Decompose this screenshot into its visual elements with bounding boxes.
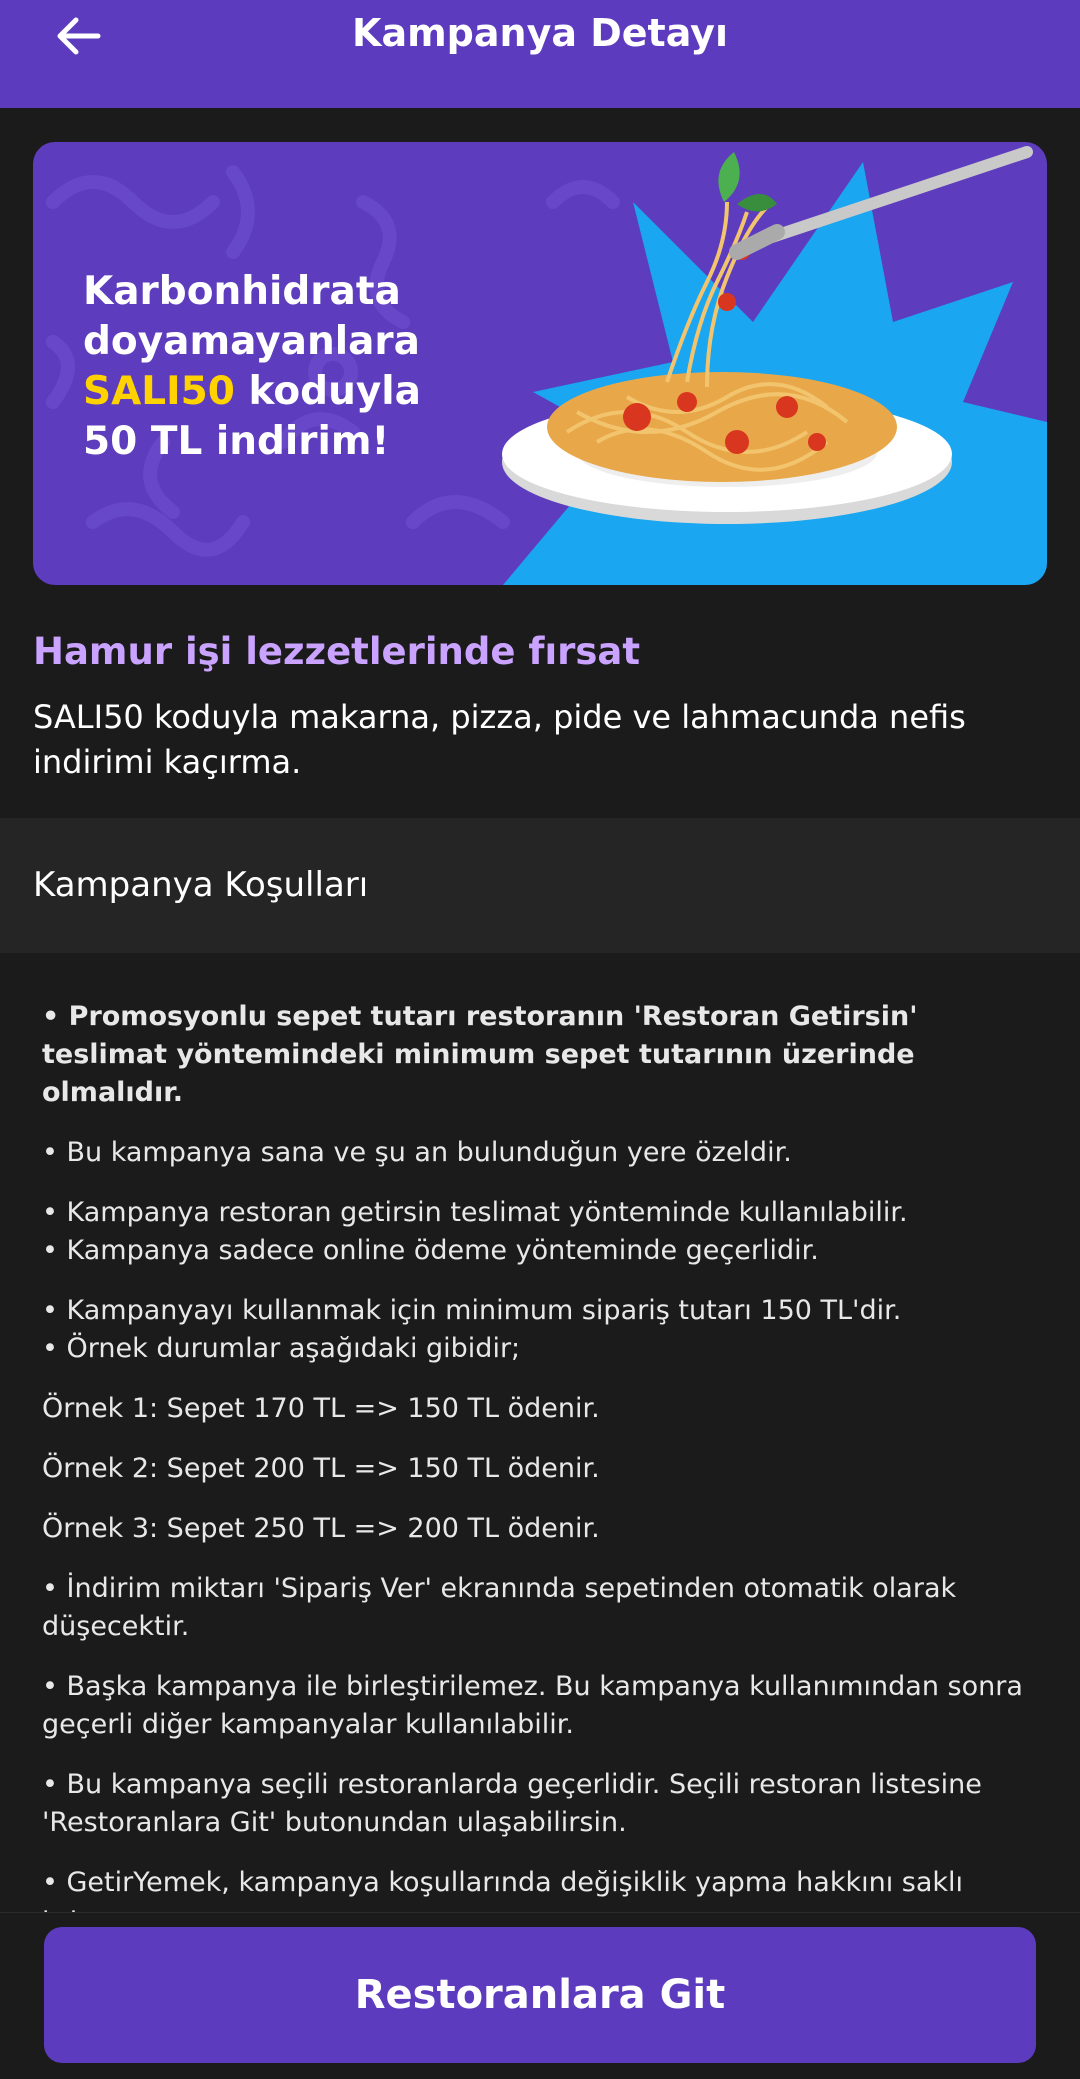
app-header <box>0 0 1080 108</box>
conditions-header <box>0 818 1080 953</box>
go-to-restaurants-button[interactable]: Restoranlara Git <box>44 1927 1036 2063</box>
condition-item: • Kampanyayı kullanmak için minimum sipariş tutarı 150 TL'dir. <box>42 1295 902 1326</box>
condition-item: • Promosyonlu sepet tutarı restoranın 'Restoran Getirsin' teslimat yöntemindeki minimum sepet tutarının üzerinde olmalıdır. <box>42 1001 918 1108</box>
example-item: Örnek 3: Sepet 250 TL => 200 TL ödenir. <box>42 1513 600 1544</box>
bottom-action-bar <box>0 1912 1080 2079</box>
condition-item: • Başka kampanya ile birleştirilemez. Bu kampanya kullanımından sonra geçerli diğer kampanyalar kullanılabilir. <box>42 1671 1023 1740</box>
condition-item: • GetirYemek, kampanya koşullarında değişiklik yapma hakkını saklı <box>42 1867 964 1898</box>
spaghetti-plate-icon <box>487 142 1047 585</box>
conditions-title: Kampanya Koşulları <box>33 865 369 905</box>
promo-title: Hamur işi lezzetlerinde fırsat <box>33 630 641 673</box>
condition-item: • Bu kampanya sana ve şu an bulunduğun yere özeldir. <box>42 1137 792 1168</box>
banner-headline: Karbonhidrata doyamayanlara SALI50 koduyla 50 TL indirim! <box>83 269 421 464</box>
example-item: Örnek 2: Sepet 200 TL => 150 TL ödenir. <box>42 1453 600 1484</box>
condition-item: • İndirim miktarı 'Sipariş Ver' ekranında sepetinden otomatik olarak düşecektir. <box>42 1573 957 1642</box>
page-title: Kampanya Detayı <box>352 11 728 55</box>
condition-item: • Kampanya sadece online ödeme yönteminde geçerlidir. <box>42 1235 819 1266</box>
condition-item: • Bu kampanya seçili restoranlarda geçerlidir. Seçili restoran listesine 'Restoranlara Git' butonundan ulaşabilirsin. <box>42 1769 982 1838</box>
condition-item: • Kampanya restoran getirsin teslimat yönteminde kullanılabilir. <box>42 1197 908 1228</box>
campaign-banner <box>33 142 1047 585</box>
promo-code: SALI50 <box>83 369 235 414</box>
condition-item: • Örnek durumlar aşağıdaki gibidir; <box>42 1333 521 1364</box>
conditions-list <box>42 998 1042 1962</box>
promo-description: SALI50 koduyla makarna, pizza, pide ve lahmacunda nefis indirimi kaçırma. <box>33 698 966 781</box>
example-item: Örnek 1: Sepet 170 TL => 150 TL ödenir. <box>42 1393 600 1424</box>
